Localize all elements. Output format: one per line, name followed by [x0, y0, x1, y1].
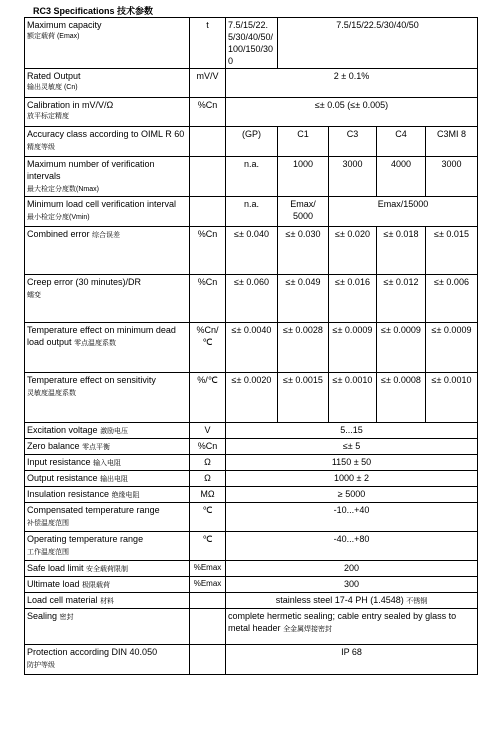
param-cell: Zero balance 零点平衡 [25, 439, 190, 455]
value-cell: C3MI 8 [426, 127, 478, 157]
unit-cell: %Cn [190, 439, 226, 455]
unit-cell: t [190, 18, 226, 69]
value-cell: IP 68 [226, 645, 478, 675]
value-cell: ≤± 0.016 [329, 275, 377, 323]
row-excitation-voltage [25, 423, 478, 439]
page-title: RC3 Specifications 技术参数 [33, 6, 154, 16]
unit-cell: V [190, 423, 226, 439]
row-output-resistance [25, 471, 478, 487]
row-calibration [25, 98, 478, 127]
unit-cell: %Emax [190, 577, 226, 593]
value-cell: ≤± 0.0020 [226, 373, 278, 423]
unit-cell [190, 609, 226, 645]
value-cell: 3000 [426, 157, 478, 197]
unit-cell: %Emax [190, 561, 226, 577]
param-cell: Maximum number of verification intervals 最大检定分度数(Nmax) [25, 157, 190, 197]
param-cell: Accuracy class according to OIML R 60 精度等级 [25, 127, 190, 157]
param-cell: Rated Output 输出灵敏度 (Cn) [25, 69, 190, 98]
row-compensated-temperature [25, 503, 478, 532]
value-cell: n.a. [226, 157, 278, 197]
unit-cell: MΩ [190, 487, 226, 503]
value-cell: ≤± 0.015 [426, 227, 478, 275]
unit-cell [190, 127, 226, 157]
row-max-intervals [25, 157, 478, 197]
value-cell: ≤± 0.0008 [377, 373, 426, 423]
value-cell: C3 [329, 127, 377, 157]
param-cell: Minimum load cell verification interval 最小检定分度(Vmin) [25, 197, 190, 227]
unit-cell: %/℃ [190, 373, 226, 423]
row-zero-balance [25, 439, 478, 455]
param-cell: Load cell material 材料 [25, 593, 190, 609]
unit-cell [190, 157, 226, 197]
unit-cell [190, 593, 226, 609]
param-cell: Maximum capacity 额定载荷 (Emax) [25, 18, 190, 69]
value-cell: ≤± 0.0040 [226, 323, 278, 373]
value-cell: 1000 [278, 157, 329, 197]
value-cell: 1150 ± 50 [226, 455, 478, 471]
value-cell: ≥ 5000 [226, 487, 478, 503]
unit-cell: %Cn [190, 227, 226, 275]
param-cell: Protection according DIN 40.050 防护等级 [25, 645, 190, 675]
value-cell: ≤± 0.018 [377, 227, 426, 275]
row-accuracy [25, 127, 478, 157]
row-sealing [25, 609, 478, 645]
value-cell: Emax/15000 [329, 197, 478, 227]
row-input-resistance [25, 455, 478, 471]
specifications-table [24, 17, 478, 675]
param-cell: Combined error 综合误差 [25, 227, 190, 275]
param-cell: Operating temperature range 工作温度范围 [25, 532, 190, 561]
value-cell: 200 [226, 561, 478, 577]
unit-cell: Ω [190, 455, 226, 471]
unit-cell: ℃ [190, 532, 226, 561]
value-cell: 7.5/15/22.5/30/40/50/100/150/300 [226, 18, 278, 69]
row-insulation-resistance [25, 487, 478, 503]
value-cell: ≤± 0.040 [226, 227, 278, 275]
param-cell: Sealing 密封 [25, 609, 190, 645]
param-cell: Input resistance 输入电阻 [25, 455, 190, 471]
param-cell: Insulation resistance 绝缘电阻 [25, 487, 190, 503]
value-cell: ≤± 0.0028 [278, 323, 329, 373]
unit-cell: %Cn/ ℃ [190, 323, 226, 373]
value-cell: complete hermetic sealing; cable entry sealed by glass to metal header 全金属焊接密封 [226, 609, 478, 645]
row-min-interval [25, 197, 478, 227]
value-cell: C1 [278, 127, 329, 157]
value-cell: Emax/ 5000 [278, 197, 329, 227]
value-cell: ≤± 0.0009 [377, 323, 426, 373]
param-cell: Safe load limit 安全载荷限制 [25, 561, 190, 577]
value-cell: 4000 [377, 157, 426, 197]
value-cell: (GP) [226, 127, 278, 157]
row-operating-temperature [25, 532, 478, 561]
param-cell: Ultimate load 极限载荷 [25, 577, 190, 593]
value-cell: 3000 [329, 157, 377, 197]
unit-cell: Ω [190, 471, 226, 487]
param-cell: Calibration in mV/V/Ω 放平标定精度 [25, 98, 190, 127]
value-cell: ≤± 0.05 (≤± 0.005) [226, 98, 478, 127]
value-cell: ≤± 0.0009 [426, 323, 478, 373]
value-cell: 1000 ± 2 [226, 471, 478, 487]
param-cell: Temperature effect on sensitivity 灵敏度温度系数 [25, 373, 190, 423]
value-cell: stainless steel 17-4 PH (1.4548) 不锈钢 [226, 593, 478, 609]
value-cell: 2 ± 0.1% [226, 69, 478, 98]
row-creep-error [25, 275, 478, 323]
row-temp-effect-min [25, 323, 478, 373]
value-cell: n.a. [226, 197, 278, 227]
unit-cell: mV/V [190, 69, 226, 98]
row-safe-load-limit [25, 561, 478, 577]
row-ultimate-load [25, 577, 478, 593]
value-cell: ≤± 5 [226, 439, 478, 455]
row-capacity [25, 18, 478, 69]
unit-cell [190, 645, 226, 675]
unit-cell [190, 197, 226, 227]
row-protection [25, 645, 478, 675]
value-cell: C4 [377, 127, 426, 157]
value-cell: -40...+80 [226, 532, 478, 561]
row-combined-error [25, 227, 478, 275]
row-load-cell-material [25, 593, 478, 609]
row-rated-output [25, 69, 478, 98]
value-cell: ≤± 0.0010 [329, 373, 377, 423]
value-cell: ≤± 0.0009 [329, 323, 377, 373]
param-cell: Excitation voltage 激励电压 [25, 423, 190, 439]
value-cell: ≤± 0.0015 [278, 373, 329, 423]
unit-cell: %Cn [190, 275, 226, 323]
value-cell: 7.5/15/22.5/30/40/50 [278, 18, 478, 69]
param-cell: Compensated temperature range 补偿温度范围 [25, 503, 190, 532]
row-temp-effect-sensitivity [25, 373, 478, 423]
value-cell: ≤± 0.006 [426, 275, 478, 323]
unit-cell: ℃ [190, 503, 226, 532]
param-cell: Creep error (30 minutes)/DR 蠕变 [25, 275, 190, 323]
unit-cell: %Cn [190, 98, 226, 127]
value-cell: ≤± 0.030 [278, 227, 329, 275]
value-cell: 300 [226, 577, 478, 593]
param-cell: Output resistance 输出电阻 [25, 471, 190, 487]
value-cell: -10...+40 [226, 503, 478, 532]
param-cell: Temperature effect on minimum dead load output 零点温度系数 [25, 323, 190, 373]
value-cell: ≤± 0.060 [226, 275, 278, 323]
value-cell: ≤± 0.020 [329, 227, 377, 275]
value-cell: ≤± 0.0010 [426, 373, 478, 423]
value-cell: ≤± 0.012 [377, 275, 426, 323]
value-cell: 5...15 [226, 423, 478, 439]
value-cell: ≤± 0.049 [278, 275, 329, 323]
